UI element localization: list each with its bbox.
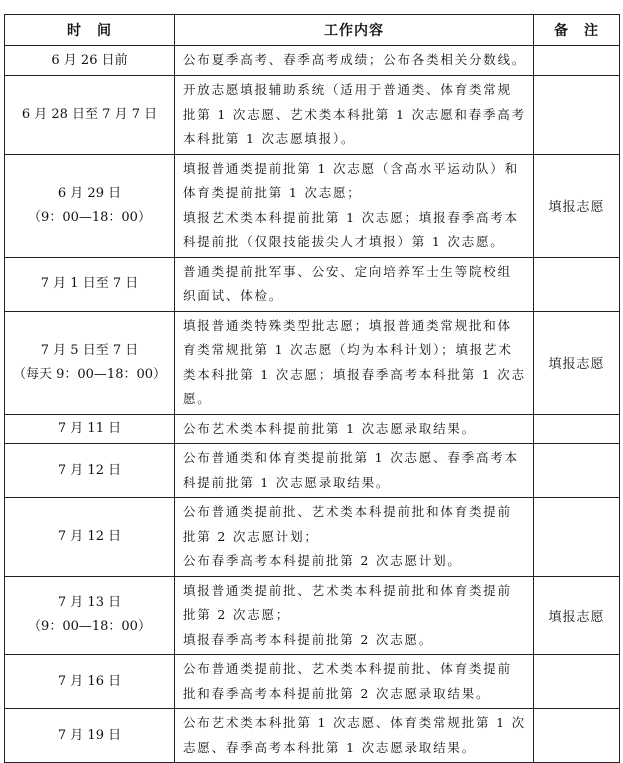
note-cell — [534, 414, 620, 444]
content-line: 公布普通类提前批、艺术类本科提前批和体育类提前 — [183, 504, 512, 519]
header-time: 时 间 — [5, 15, 175, 46]
table-row — [5, 709, 620, 763]
content-cell — [175, 576, 534, 655]
content-line: 体育类提前批第 1 次志愿； — [183, 185, 362, 200]
content-cell — [175, 46, 534, 76]
time-cell — [5, 46, 175, 76]
time-line: （9：00—18：00） — [28, 619, 151, 635]
table-row — [5, 498, 620, 577]
content-line: 填报春季高考本科提前批第 2 次志愿。 — [183, 631, 434, 647]
content-line: 开放志愿填报辅助系统（适用于普通类、体育类常规 — [183, 82, 512, 97]
time-line: （9：00—18：00） — [28, 209, 151, 225]
note-cell — [534, 709, 620, 763]
time-cell — [5, 655, 175, 709]
content-line: 批和春季高考本科提前批第 2 次志愿录取结果。 — [183, 685, 491, 701]
time-cell — [5, 414, 175, 444]
note-cell: 填报志愿 — [534, 576, 620, 655]
content-cell — [175, 655, 534, 709]
content-line: 志愿、春季高考本科批第 1 次志愿录取结果。 — [183, 739, 477, 755]
content-line: 填报普通类提前批、艺术类本科提前批和体育类提前 — [183, 582, 512, 598]
content-cell — [175, 154, 534, 257]
note-cell — [534, 655, 620, 709]
note-cell — [534, 46, 620, 76]
table-row — [5, 76, 620, 155]
time-cell — [5, 498, 175, 577]
table-row — [5, 154, 620, 257]
content-line: 本科批第 1 次志愿填报）。 — [183, 131, 356, 146]
time-cell — [5, 154, 175, 257]
time-line: 7 月 13 日 — [57, 595, 122, 611]
time-cell — [5, 444, 175, 498]
time-line: 6 月 28 日至 7 月 7 日 — [21, 106, 158, 122]
time-line: （每天 9：00—18：00） — [12, 366, 167, 382]
content-line: 织面试、体检。 — [183, 288, 284, 303]
content-cell — [175, 709, 534, 763]
table-row — [5, 655, 620, 709]
content-line: 愿。 — [183, 391, 212, 406]
content-line: 公布普通类和体育类提前批第 1 次志愿、春季高考本 — [183, 450, 519, 465]
table-header-row — [5, 15, 620, 46]
content-line: 批第 2 次志愿计划； — [183, 528, 319, 544]
header-content: 工作内容 — [175, 15, 534, 46]
table-row — [5, 311, 620, 414]
time-line: 7 月 16 日 — [57, 673, 122, 689]
table-row — [5, 46, 620, 76]
header-note: 备 注 — [534, 15, 620, 46]
content-cell — [175, 311, 534, 414]
content-line: 填报普通类提前批第 1 次志愿（含高水平运动队）和 — [183, 160, 519, 176]
content-line: 批第 1 次志愿、艺术类本科批第 1 次志愿和春季高考 — [183, 106, 526, 122]
note-cell: 填报志愿 — [534, 311, 620, 414]
note-cell — [534, 444, 620, 498]
content-line: 公布普通类提前批、艺术类本科提前批、体育类提前 — [183, 661, 512, 676]
content-cell — [175, 414, 534, 444]
time-line: 6 月 26 日前 — [51, 52, 128, 68]
content-line: 普通类提前批军事、公安、定向培养军士生等院校组 — [183, 263, 512, 279]
content-cell — [175, 444, 534, 498]
content-cell — [175, 257, 534, 311]
content-line: 填报艺术类本科提前批第 1 次志愿；填报春季高考本 — [183, 209, 519, 225]
time-line: 7 月 19 日 — [57, 727, 122, 743]
content-cell — [175, 498, 534, 577]
time-line: 7 月 11 日 — [57, 420, 122, 436]
table-row — [5, 414, 620, 444]
content-line: 填报普通类特殊类型批志愿；填报普通类常规批和体 — [183, 317, 512, 333]
time-cell — [5, 576, 175, 655]
time-line: 7 月 12 日 — [57, 462, 122, 478]
time-cell — [5, 709, 175, 763]
table-row — [5, 576, 620, 655]
content-line: 科提前批第 1 次志愿录取结果。 — [183, 474, 391, 490]
content-line: 育类常规批第 1 次志愿（均为本科计划）；填报艺术 — [183, 342, 513, 357]
table-row — [5, 444, 620, 498]
content-cell — [175, 76, 534, 155]
content-line: 公布夏季高考、春季高考成绩；公布各类相关分数线。 — [183, 52, 527, 68]
content-line: 公布艺术类本科提前批第 1 次志愿录取结果。 — [183, 420, 477, 436]
admission-schedule-table — [4, 14, 620, 763]
time-cell — [5, 76, 175, 155]
note-cell — [534, 76, 620, 155]
time-line: 6 月 29 日 — [57, 185, 122, 201]
table-row — [5, 257, 620, 311]
note-cell — [534, 257, 620, 311]
note-cell: 填报志愿 — [534, 154, 620, 257]
note-cell — [534, 498, 620, 577]
content-line: 科提前批（仅限技能拔尖人才填报）第 1 次志愿。 — [183, 234, 505, 249]
content-line: 类本科批第 1 次志愿；填报春季高考本科批第 1 次志 — [183, 366, 526, 382]
time-line: 7 月 5 日至 7 日 — [40, 342, 139, 358]
content-line: 批第 2 次志愿； — [183, 607, 291, 622]
content-line: 公布艺术类本科批第 1 次志愿、体育类常规批第 1 次 — [183, 715, 526, 730]
time-cell — [5, 311, 175, 414]
table-body — [5, 46, 620, 763]
time-line: 7 月 1 日至 7 日 — [40, 276, 139, 291]
time-cell — [5, 257, 175, 311]
content-line: 公布春季高考本科提前批第 2 次志愿计划。 — [183, 553, 462, 568]
time-line: 7 月 12 日 — [57, 528, 122, 544]
